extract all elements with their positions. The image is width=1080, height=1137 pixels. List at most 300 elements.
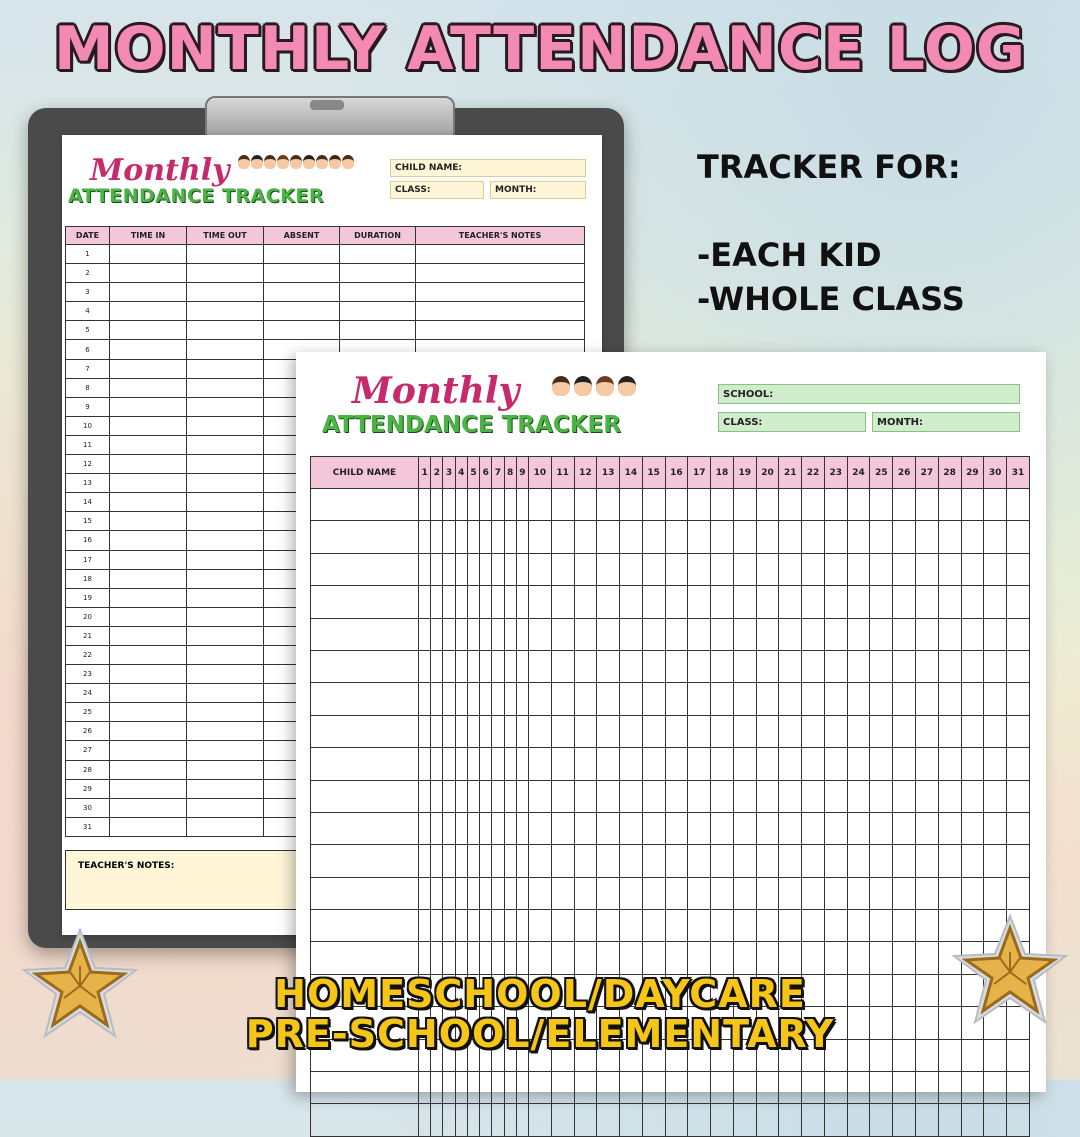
- day-cell[interactable]: [733, 845, 756, 877]
- day-cell[interactable]: [984, 586, 1007, 618]
- day-cell[interactable]: [870, 780, 893, 812]
- entry-cell[interactable]: [187, 435, 264, 454]
- day-cell[interactable]: [443, 942, 455, 974]
- day-cell[interactable]: [455, 521, 467, 553]
- child-name-cell[interactable]: [311, 780, 419, 812]
- day-cell[interactable]: [431, 877, 443, 909]
- day-cell[interactable]: [492, 553, 504, 585]
- day-cell[interactable]: [492, 877, 504, 909]
- day-cell[interactable]: [847, 521, 870, 553]
- day-cell[interactable]: [528, 780, 551, 812]
- day-cell[interactable]: [961, 780, 984, 812]
- day-cell[interactable]: [847, 942, 870, 974]
- day-cell[interactable]: [620, 521, 643, 553]
- day-cell[interactable]: [492, 812, 504, 844]
- day-cell[interactable]: [620, 1104, 643, 1136]
- day-cell[interactable]: [893, 715, 916, 747]
- day-cell[interactable]: [504, 586, 516, 618]
- day-cell[interactable]: [597, 877, 620, 909]
- day-cell[interactable]: [516, 715, 528, 747]
- day-cell[interactable]: [419, 683, 431, 715]
- day-cell[interactable]: [802, 683, 825, 715]
- day-cell[interactable]: [938, 877, 961, 909]
- entry-cell[interactable]: [187, 531, 264, 550]
- day-cell[interactable]: [733, 650, 756, 682]
- day-cell[interactable]: [597, 683, 620, 715]
- day-cell[interactable]: [551, 618, 574, 650]
- day-cell[interactable]: [467, 521, 479, 553]
- day-cell[interactable]: [642, 845, 665, 877]
- day-cell[interactable]: [938, 748, 961, 780]
- day-cell[interactable]: [893, 618, 916, 650]
- day-cell[interactable]: [733, 489, 756, 521]
- day-cell[interactable]: [597, 748, 620, 780]
- day-cell[interactable]: [779, 877, 802, 909]
- day-cell[interactable]: [824, 650, 847, 682]
- day-cell[interactable]: [504, 780, 516, 812]
- day-cell[interactable]: [467, 586, 479, 618]
- entry-cell[interactable]: [264, 283, 340, 302]
- day-cell[interactable]: [597, 715, 620, 747]
- day-cell[interactable]: [551, 910, 574, 942]
- day-cell[interactable]: [597, 1104, 620, 1136]
- day-cell[interactable]: [516, 812, 528, 844]
- day-cell[interactable]: [455, 942, 467, 974]
- day-cell[interactable]: [431, 845, 443, 877]
- day-cell[interactable]: [915, 586, 938, 618]
- entry-cell[interactable]: [110, 416, 187, 435]
- day-cell[interactable]: [504, 812, 516, 844]
- day-cell[interactable]: [870, 942, 893, 974]
- day-cell[interactable]: [756, 812, 779, 844]
- day-cell[interactable]: [915, 521, 938, 553]
- day-cell[interactable]: [492, 780, 504, 812]
- day-cell[interactable]: [779, 910, 802, 942]
- day-cell[interactable]: [480, 715, 492, 747]
- day-cell[interactable]: [597, 618, 620, 650]
- day-cell[interactable]: [711, 618, 734, 650]
- day-cell[interactable]: [504, 715, 516, 747]
- day-cell[interactable]: [915, 650, 938, 682]
- day-cell[interactable]: [620, 812, 643, 844]
- entry-cell[interactable]: [416, 245, 585, 264]
- day-cell[interactable]: [1007, 521, 1030, 553]
- day-cell[interactable]: [492, 683, 504, 715]
- day-cell[interactable]: [824, 845, 847, 877]
- day-cell[interactable]: [492, 650, 504, 682]
- day-cell[interactable]: [665, 942, 688, 974]
- entry-cell[interactable]: [187, 321, 264, 340]
- day-cell[interactable]: [756, 1072, 779, 1104]
- entry-cell[interactable]: [110, 493, 187, 512]
- day-cell[interactable]: [620, 910, 643, 942]
- day-cell[interactable]: [779, 683, 802, 715]
- day-cell[interactable]: [870, 618, 893, 650]
- day-cell[interactable]: [665, 618, 688, 650]
- day-cell[interactable]: [711, 715, 734, 747]
- day-cell[interactable]: [893, 748, 916, 780]
- day-cell[interactable]: [915, 618, 938, 650]
- day-cell[interactable]: [665, 780, 688, 812]
- day-cell[interactable]: [756, 910, 779, 942]
- day-cell[interactable]: [528, 812, 551, 844]
- day-cell[interactable]: [642, 910, 665, 942]
- day-cell[interactable]: [847, 586, 870, 618]
- day-cell[interactable]: [665, 683, 688, 715]
- school-field[interactable]: SCHOOL:: [718, 384, 1020, 404]
- day-cell[interactable]: [480, 586, 492, 618]
- day-cell[interactable]: [779, 650, 802, 682]
- day-cell[interactable]: [455, 910, 467, 942]
- day-cell[interactable]: [492, 715, 504, 747]
- day-cell[interactable]: [492, 1072, 504, 1104]
- day-cell[interactable]: [480, 618, 492, 650]
- entry-cell[interactable]: [110, 455, 187, 474]
- day-cell[interactable]: [733, 586, 756, 618]
- child-name-cell[interactable]: [311, 715, 419, 747]
- day-cell[interactable]: [711, 489, 734, 521]
- day-cell[interactable]: [665, 489, 688, 521]
- day-cell[interactable]: [893, 489, 916, 521]
- entry-cell[interactable]: [416, 302, 585, 321]
- day-cell[interactable]: [711, 1072, 734, 1104]
- day-cell[interactable]: [824, 683, 847, 715]
- day-cell[interactable]: [467, 780, 479, 812]
- day-cell[interactable]: [431, 586, 443, 618]
- day-cell[interactable]: [961, 586, 984, 618]
- entry-cell[interactable]: [110, 817, 187, 836]
- day-cell[interactable]: [480, 910, 492, 942]
- entry-cell[interactable]: [110, 569, 187, 588]
- day-cell[interactable]: [824, 812, 847, 844]
- entry-cell[interactable]: [264, 302, 340, 321]
- day-cell[interactable]: [824, 780, 847, 812]
- day-cell[interactable]: [492, 1104, 504, 1136]
- entry-cell[interactable]: [187, 760, 264, 779]
- day-cell[interactable]: [1007, 618, 1030, 650]
- day-cell[interactable]: [443, 910, 455, 942]
- day-cell[interactable]: [711, 586, 734, 618]
- teachers-notes-box[interactable]: TEACHER'S NOTES:: [65, 850, 585, 910]
- day-cell[interactable]: [802, 780, 825, 812]
- day-cell[interactable]: [642, 1072, 665, 1104]
- day-cell[interactable]: [492, 910, 504, 942]
- day-cell[interactable]: [961, 650, 984, 682]
- entry-cell[interactable]: [187, 645, 264, 664]
- day-cell[interactable]: [756, 650, 779, 682]
- day-cell[interactable]: [467, 877, 479, 909]
- day-cell[interactable]: [574, 845, 597, 877]
- day-cell[interactable]: [504, 683, 516, 715]
- day-cell[interactable]: [802, 877, 825, 909]
- day-cell[interactable]: [870, 715, 893, 747]
- entry-cell[interactable]: [187, 626, 264, 645]
- entry-cell[interactable]: [187, 245, 264, 264]
- day-cell[interactable]: [711, 1104, 734, 1136]
- entry-cell[interactable]: [187, 741, 264, 760]
- day-cell[interactable]: [824, 1072, 847, 1104]
- day-cell[interactable]: [847, 683, 870, 715]
- day-cell[interactable]: [915, 942, 938, 974]
- day-cell[interactable]: [528, 553, 551, 585]
- day-cell[interactable]: [756, 845, 779, 877]
- day-cell[interactable]: [847, 812, 870, 844]
- day-cell[interactable]: [1007, 683, 1030, 715]
- entry-cell[interactable]: [187, 455, 264, 474]
- day-cell[interactable]: [802, 553, 825, 585]
- day-cell[interactable]: [779, 715, 802, 747]
- entry-cell[interactable]: [187, 684, 264, 703]
- day-cell[interactable]: [443, 748, 455, 780]
- day-cell[interactable]: [1007, 586, 1030, 618]
- day-cell[interactable]: [688, 877, 711, 909]
- day-cell[interactable]: [870, 683, 893, 715]
- entry-cell[interactable]: [187, 512, 264, 531]
- day-cell[interactable]: [492, 748, 504, 780]
- day-cell[interactable]: [802, 845, 825, 877]
- day-cell[interactable]: [711, 650, 734, 682]
- day-cell[interactable]: [574, 812, 597, 844]
- day-cell[interactable]: [455, 877, 467, 909]
- day-cell[interactable]: [551, 650, 574, 682]
- day-cell[interactable]: [984, 845, 1007, 877]
- day-cell[interactable]: [467, 650, 479, 682]
- entry-cell[interactable]: [110, 779, 187, 798]
- day-cell[interactable]: [688, 489, 711, 521]
- day-cell[interactable]: [984, 521, 1007, 553]
- day-cell[interactable]: [688, 650, 711, 682]
- day-cell[interactable]: [597, 780, 620, 812]
- day-cell[interactable]: [574, 910, 597, 942]
- day-cell[interactable]: [504, 942, 516, 974]
- day-cell[interactable]: [915, 812, 938, 844]
- day-cell[interactable]: [480, 650, 492, 682]
- day-cell[interactable]: [597, 910, 620, 942]
- day-cell[interactable]: [802, 586, 825, 618]
- day-cell[interactable]: [480, 553, 492, 585]
- day-cell[interactable]: [802, 910, 825, 942]
- day-cell[interactable]: [870, 586, 893, 618]
- day-cell[interactable]: [467, 715, 479, 747]
- entry-cell[interactable]: [187, 264, 264, 283]
- entry-cell[interactable]: [110, 722, 187, 741]
- day-cell[interactable]: [711, 910, 734, 942]
- day-cell[interactable]: [492, 845, 504, 877]
- day-cell[interactable]: [574, 877, 597, 909]
- day-cell[interactable]: [455, 845, 467, 877]
- entry-cell[interactable]: [110, 321, 187, 340]
- day-cell[interactable]: [551, 715, 574, 747]
- day-cell[interactable]: [642, 489, 665, 521]
- day-cell[interactable]: [893, 521, 916, 553]
- day-cell[interactable]: [984, 748, 1007, 780]
- day-cell[interactable]: [961, 618, 984, 650]
- day-cell[interactable]: [431, 618, 443, 650]
- day-cell[interactable]: [467, 489, 479, 521]
- day-cell[interactable]: [620, 683, 643, 715]
- day-cell[interactable]: [516, 521, 528, 553]
- day-cell[interactable]: [688, 553, 711, 585]
- day-cell[interactable]: [419, 1072, 431, 1104]
- day-cell[interactable]: [504, 553, 516, 585]
- day-cell[interactable]: [756, 748, 779, 780]
- entry-cell[interactable]: [340, 321, 416, 340]
- day-cell[interactable]: [467, 845, 479, 877]
- day-cell[interactable]: [455, 1072, 467, 1104]
- child-name-cell[interactable]: [311, 812, 419, 844]
- day-cell[interactable]: [443, 553, 455, 585]
- entry-cell[interactable]: [110, 512, 187, 531]
- day-cell[interactable]: [961, 553, 984, 585]
- day-cell[interactable]: [893, 845, 916, 877]
- day-cell[interactable]: [665, 650, 688, 682]
- day-cell[interactable]: [620, 877, 643, 909]
- day-cell[interactable]: [847, 715, 870, 747]
- day-cell[interactable]: [419, 845, 431, 877]
- entry-cell[interactable]: [187, 798, 264, 817]
- entry-cell[interactable]: [340, 302, 416, 321]
- entry-cell[interactable]: [110, 798, 187, 817]
- day-cell[interactable]: [1007, 780, 1030, 812]
- month-field[interactable]: MONTH:: [490, 181, 586, 199]
- entry-cell[interactable]: [340, 264, 416, 283]
- day-cell[interactable]: [711, 780, 734, 812]
- entry-cell[interactable]: [110, 474, 187, 493]
- day-cell[interactable]: [984, 489, 1007, 521]
- day-cell[interactable]: [1007, 553, 1030, 585]
- day-cell[interactable]: [642, 553, 665, 585]
- day-cell[interactable]: [688, 683, 711, 715]
- day-cell[interactable]: [443, 877, 455, 909]
- day-cell[interactable]: [528, 942, 551, 974]
- day-cell[interactable]: [870, 650, 893, 682]
- day-cell[interactable]: [419, 877, 431, 909]
- day-cell[interactable]: [688, 1072, 711, 1104]
- day-cell[interactable]: [1007, 812, 1030, 844]
- day-cell[interactable]: [1007, 877, 1030, 909]
- day-cell[interactable]: [642, 683, 665, 715]
- entry-cell[interactable]: [110, 435, 187, 454]
- day-cell[interactable]: [467, 553, 479, 585]
- day-cell[interactable]: [665, 845, 688, 877]
- day-cell[interactable]: [779, 812, 802, 844]
- entry-cell[interactable]: [110, 588, 187, 607]
- day-cell[interactable]: [938, 1104, 961, 1136]
- day-cell[interactable]: [961, 1072, 984, 1104]
- day-cell[interactable]: [455, 1104, 467, 1136]
- entry-cell[interactable]: [187, 722, 264, 741]
- day-cell[interactable]: [528, 521, 551, 553]
- day-cell[interactable]: [551, 1104, 574, 1136]
- day-cell[interactable]: [824, 553, 847, 585]
- day-cell[interactable]: [915, 1072, 938, 1104]
- day-cell[interactable]: [938, 650, 961, 682]
- child-name-cell[interactable]: [311, 683, 419, 715]
- day-cell[interactable]: [938, 845, 961, 877]
- day-cell[interactable]: [688, 910, 711, 942]
- day-cell[interactable]: [779, 553, 802, 585]
- day-cell[interactable]: [620, 489, 643, 521]
- entry-cell[interactable]: [110, 665, 187, 684]
- day-cell[interactable]: [551, 877, 574, 909]
- day-cell[interactable]: [802, 748, 825, 780]
- entry-cell[interactable]: [110, 531, 187, 550]
- day-cell[interactable]: [870, 812, 893, 844]
- day-cell[interactable]: [443, 812, 455, 844]
- day-cell[interactable]: [733, 748, 756, 780]
- day-cell[interactable]: [984, 1072, 1007, 1104]
- child-name-cell[interactable]: [311, 553, 419, 585]
- day-cell[interactable]: [688, 586, 711, 618]
- day-cell[interactable]: [893, 553, 916, 585]
- day-cell[interactable]: [984, 683, 1007, 715]
- day-cell[interactable]: [847, 910, 870, 942]
- day-cell[interactable]: [480, 812, 492, 844]
- day-cell[interactable]: [984, 618, 1007, 650]
- day-cell[interactable]: [802, 812, 825, 844]
- day-cell[interactable]: [915, 683, 938, 715]
- day-cell[interactable]: [431, 748, 443, 780]
- day-cell[interactable]: [551, 845, 574, 877]
- day-cell[interactable]: [455, 489, 467, 521]
- day-cell[interactable]: [665, 1072, 688, 1104]
- day-cell[interactable]: [711, 683, 734, 715]
- day-cell[interactable]: [443, 521, 455, 553]
- day-cell[interactable]: [419, 618, 431, 650]
- entry-cell[interactable]: [416, 321, 585, 340]
- day-cell[interactable]: [870, 553, 893, 585]
- entry-cell[interactable]: [264, 321, 340, 340]
- day-cell[interactable]: [480, 521, 492, 553]
- day-cell[interactable]: [938, 683, 961, 715]
- day-cell[interactable]: [551, 942, 574, 974]
- entry-cell[interactable]: [110, 550, 187, 569]
- entry-cell[interactable]: [187, 550, 264, 569]
- day-cell[interactable]: [551, 780, 574, 812]
- day-cell[interactable]: [504, 1072, 516, 1104]
- day-cell[interactable]: [419, 586, 431, 618]
- day-cell[interactable]: [824, 942, 847, 974]
- child-name-cell[interactable]: [311, 586, 419, 618]
- day-cell[interactable]: [938, 618, 961, 650]
- day-cell[interactable]: [574, 586, 597, 618]
- day-cell[interactable]: [824, 910, 847, 942]
- day-cell[interactable]: [574, 683, 597, 715]
- day-cell[interactable]: [938, 553, 961, 585]
- day-cell[interactable]: [504, 748, 516, 780]
- day-cell[interactable]: [516, 1072, 528, 1104]
- day-cell[interactable]: [984, 812, 1007, 844]
- day-cell[interactable]: [431, 715, 443, 747]
- day-cell[interactable]: [779, 1072, 802, 1104]
- day-cell[interactable]: [480, 1104, 492, 1136]
- day-cell[interactable]: [431, 553, 443, 585]
- day-cell[interactable]: [467, 910, 479, 942]
- day-cell[interactable]: [516, 748, 528, 780]
- day-cell[interactable]: [443, 1072, 455, 1104]
- day-cell[interactable]: [516, 877, 528, 909]
- day-cell[interactable]: [938, 586, 961, 618]
- day-cell[interactable]: [528, 618, 551, 650]
- day-cell[interactable]: [756, 683, 779, 715]
- entry-cell[interactable]: [110, 283, 187, 302]
- day-cell[interactable]: [893, 942, 916, 974]
- day-cell[interactable]: [467, 1104, 479, 1136]
- day-cell[interactable]: [984, 553, 1007, 585]
- day-cell[interactable]: [870, 1072, 893, 1104]
- day-cell[interactable]: [847, 780, 870, 812]
- day-cell[interactable]: [1007, 1104, 1030, 1136]
